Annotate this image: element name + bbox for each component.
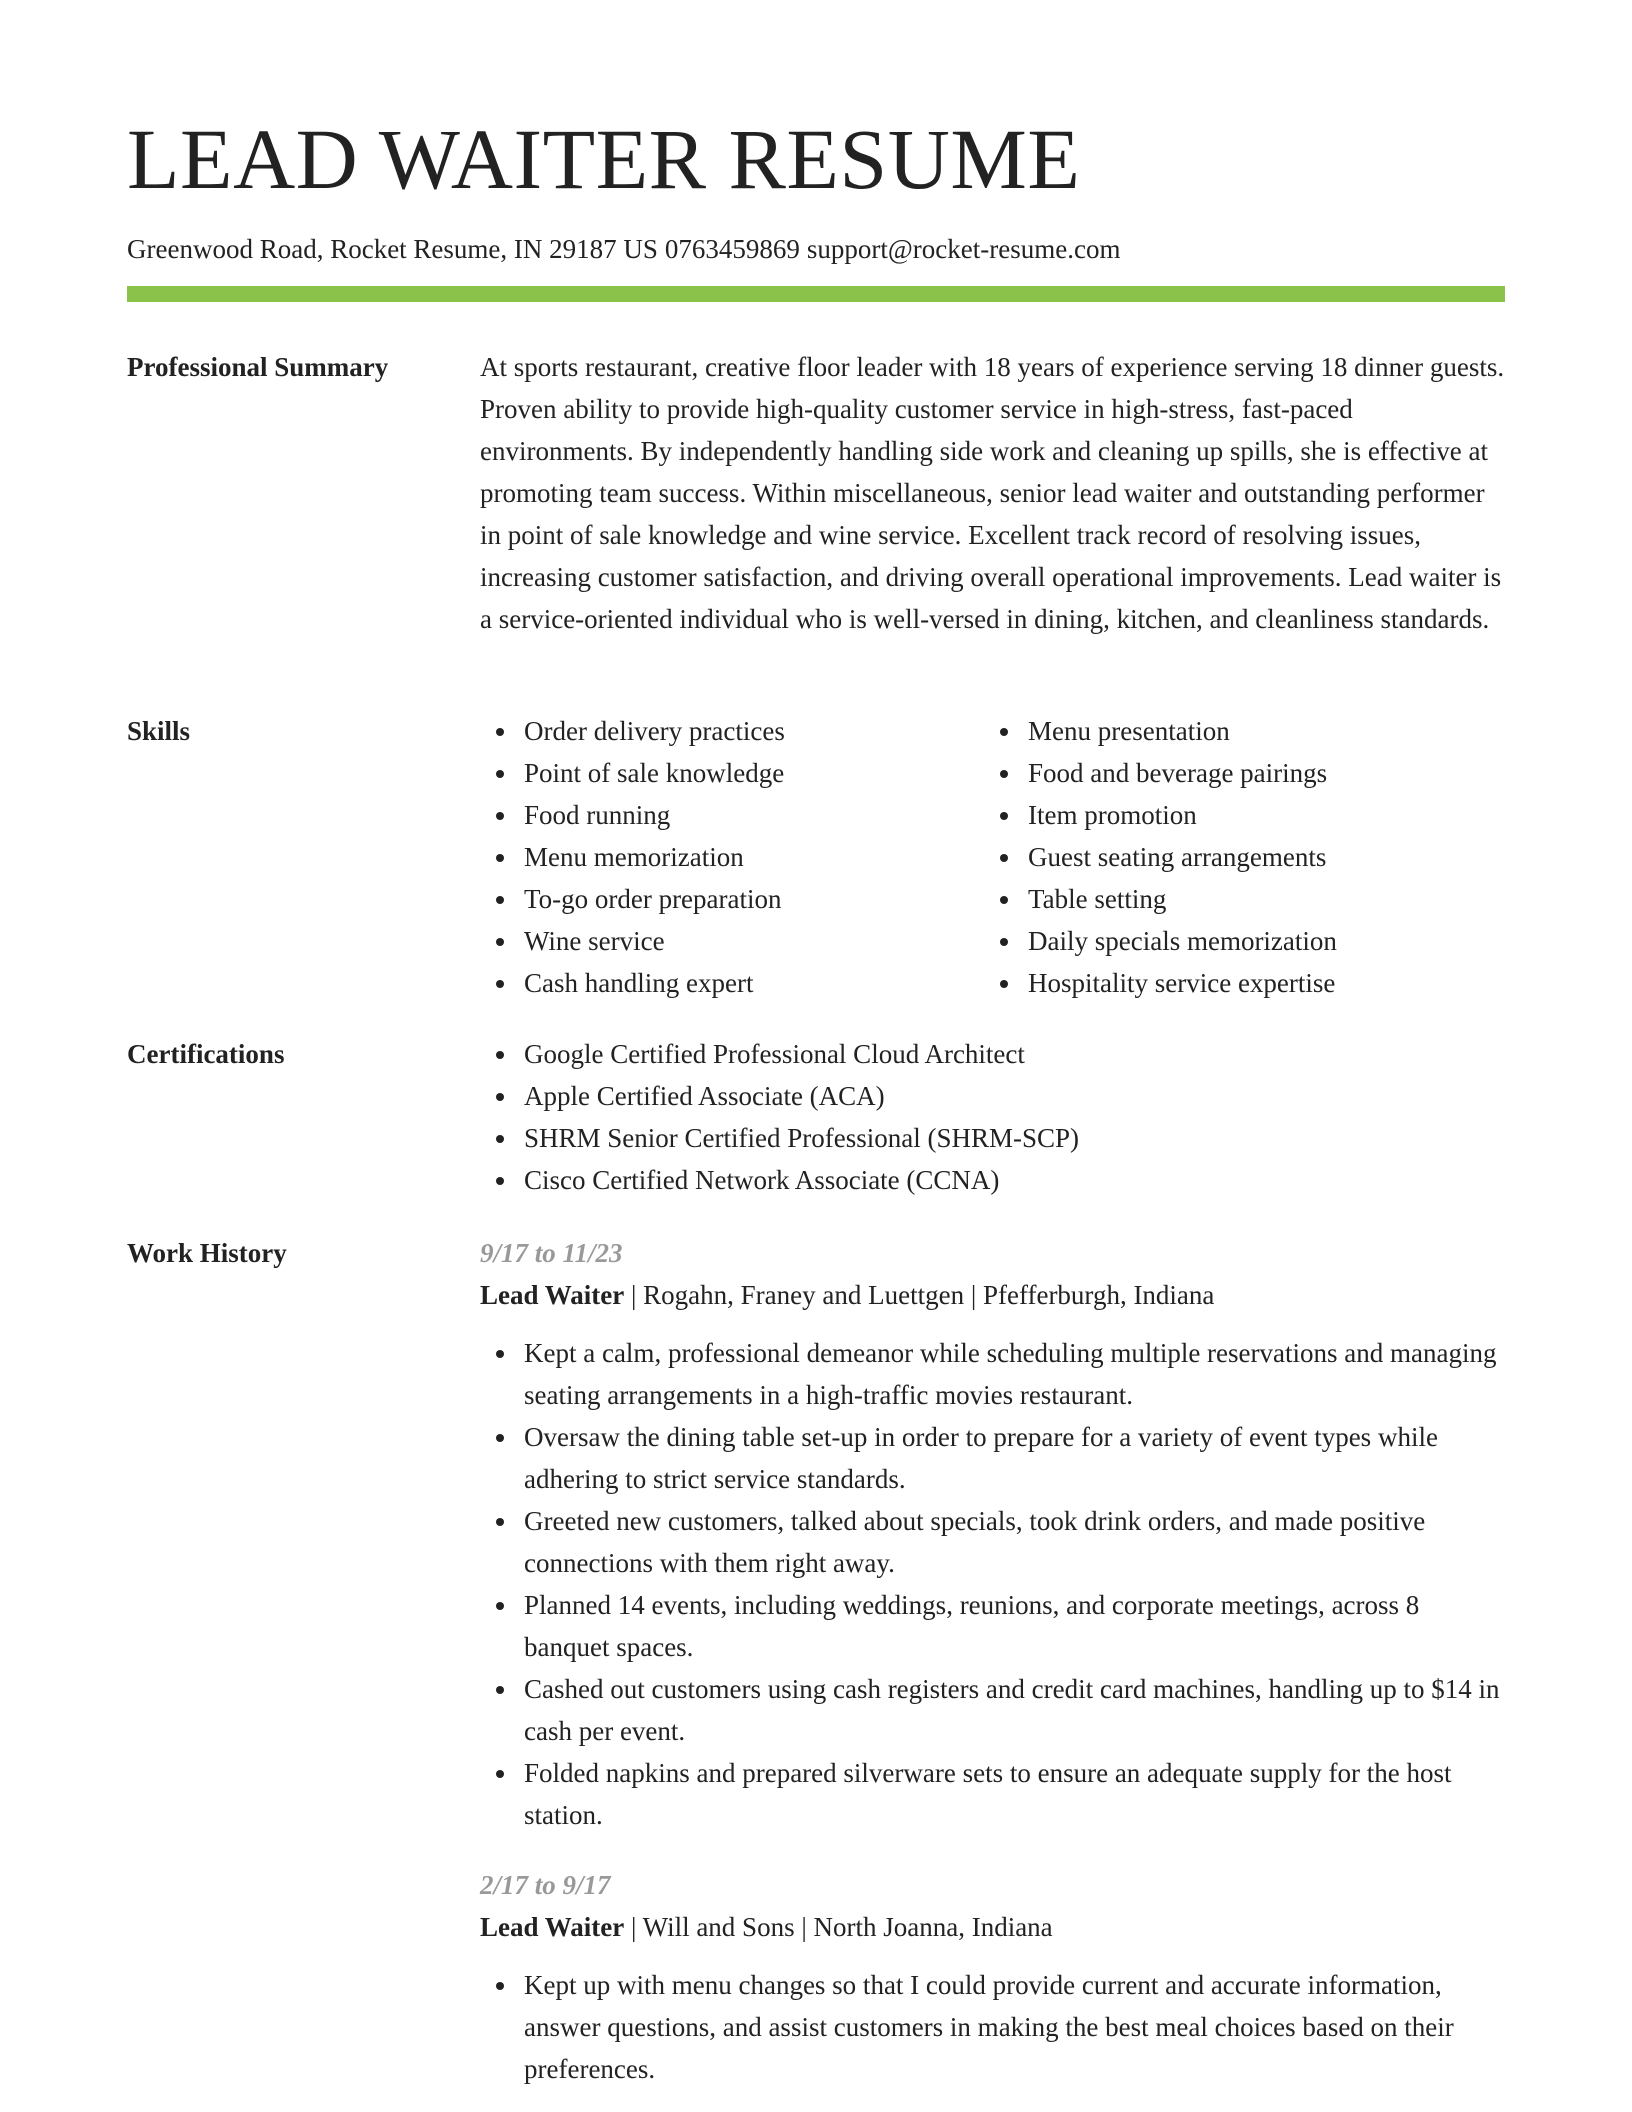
job-duty-item: Folded napkins and prepared silverware sets to ensure an adequate supply for the host station.: [480, 1752, 1505, 1836]
certification-item: Apple Certified Associate (ACA): [480, 1075, 1505, 1117]
job-title: Lead Waiter: [480, 1912, 625, 1942]
skill-item: Wine service: [480, 920, 984, 962]
job-duties-list: [480, 1332, 1505, 1836]
summary-text: At sports restaurant, creative floor leader with 18 years of experience serving 18 dinner guests. Proven ability to provide high-quality customer service in high-stress, fast-paced environments. By independently handling side work and cleaning up spills, she is effective at promoting team success. Within miscellaneous, senior lead waiter and outstanding performer in point of sale knowledge and wine service. Excellent track record of resolving issues, increasing customer satisfaction, and driving overall operational improvements. Lead waiter is a service-oriented individual who is well-versed in dining, kitchen, and cleanliness standards.: [480, 352, 1505, 634]
summary-body: [480, 346, 1505, 640]
work-history-body: [480, 1232, 1505, 2090]
skill-item: Cash handling expert: [480, 962, 984, 1004]
job-heading: [480, 1906, 1505, 1948]
job-dates: 2/17 to 9/17: [480, 1870, 611, 1900]
certification-item: Google Certified Professional Cloud Architect: [480, 1033, 1505, 1075]
skill-item: Menu memorization: [480, 836, 984, 878]
job-title: Lead Waiter: [480, 1280, 625, 1310]
skill-item: To-go order preparation: [480, 878, 984, 920]
contact-phone: 0763459869: [664, 234, 800, 264]
job-entry: [480, 1864, 1505, 2090]
resume-title: LEAD WAITER RESUME: [127, 111, 1081, 207]
certification-item: SHRM Senior Certified Professional (SHRM-SCP): [480, 1117, 1505, 1159]
job-duties-list: [480, 1964, 1505, 2090]
contact-email: support@rocket-resume.com: [806, 234, 1121, 264]
skill-item: Order delivery practices: [480, 710, 984, 752]
certifications-body: [480, 1033, 1505, 1201]
skills-grid: [480, 710, 1505, 1004]
work-history-label: Work History: [127, 1238, 287, 1268]
certifications-list: [480, 1033, 1505, 1201]
skills-list-left: [480, 710, 984, 1004]
contact-line: [127, 231, 1120, 267]
skills-list-right: [984, 710, 1505, 1004]
skill-item: Item promotion: [984, 794, 1505, 836]
job-duty-item: Greeted new customers, talked about specials, took drink orders, and made positive connections with them right away.: [480, 1500, 1505, 1584]
certifications-label: Certifications: [127, 1039, 285, 1069]
skill-item: Point of sale knowledge: [480, 752, 984, 794]
skill-item: Table setting: [984, 878, 1505, 920]
summary-label: Professional Summary: [127, 352, 389, 382]
certification-item: Cisco Certified Network Associate (CCNA): [480, 1159, 1505, 1201]
skill-item: Menu presentation: [984, 710, 1505, 752]
job-duty-item: Kept a calm, professional demeanor while scheduling multiple reservations and managing seating arrangements in a high-traffic movies restaurant.: [480, 1332, 1505, 1416]
job-duty-item: Kept up with menu changes so that I could provide current and accurate information, answer questions, and assist customers in making the best meal choices based on their preferences.: [480, 1964, 1505, 2090]
skill-item: Guest seating arrangements: [984, 836, 1505, 878]
accent-divider: [127, 286, 1505, 302]
skill-item: Daily specials memorization: [984, 920, 1505, 962]
job-entry: [480, 1232, 1505, 1836]
job-dates: 9/17 to 11/23: [480, 1238, 623, 1268]
skill-item: Food running: [480, 794, 984, 836]
job-employer: | Will and Sons | North Joanna, Indiana: [624, 1912, 1053, 1942]
skills-label: Skills: [127, 716, 191, 746]
job-employer: | Rogahn, Franey and Luettgen | Pfefferburgh, Indiana: [624, 1280, 1215, 1310]
job-duty-item: Cashed out customers using cash registers and credit card machines, handling up to $14 in cash per event.: [480, 1668, 1505, 1752]
skill-item: Food and beverage pairings: [984, 752, 1505, 794]
skills-body: [480, 710, 1505, 1004]
skill-item: Hospitality service expertise: [984, 962, 1505, 1004]
contact-address: Greenwood Road, Rocket Resume, IN 29187 US: [127, 234, 658, 264]
job-heading: [480, 1274, 1505, 1316]
job-duty-item: Planned 14 events, including weddings, reunions, and corporate meetings, across 8 banquet spaces.: [480, 1584, 1505, 1668]
job-duty-item: Oversaw the dining table set-up in order to prepare for a variety of event types while adhering to strict service standards.: [480, 1416, 1505, 1500]
